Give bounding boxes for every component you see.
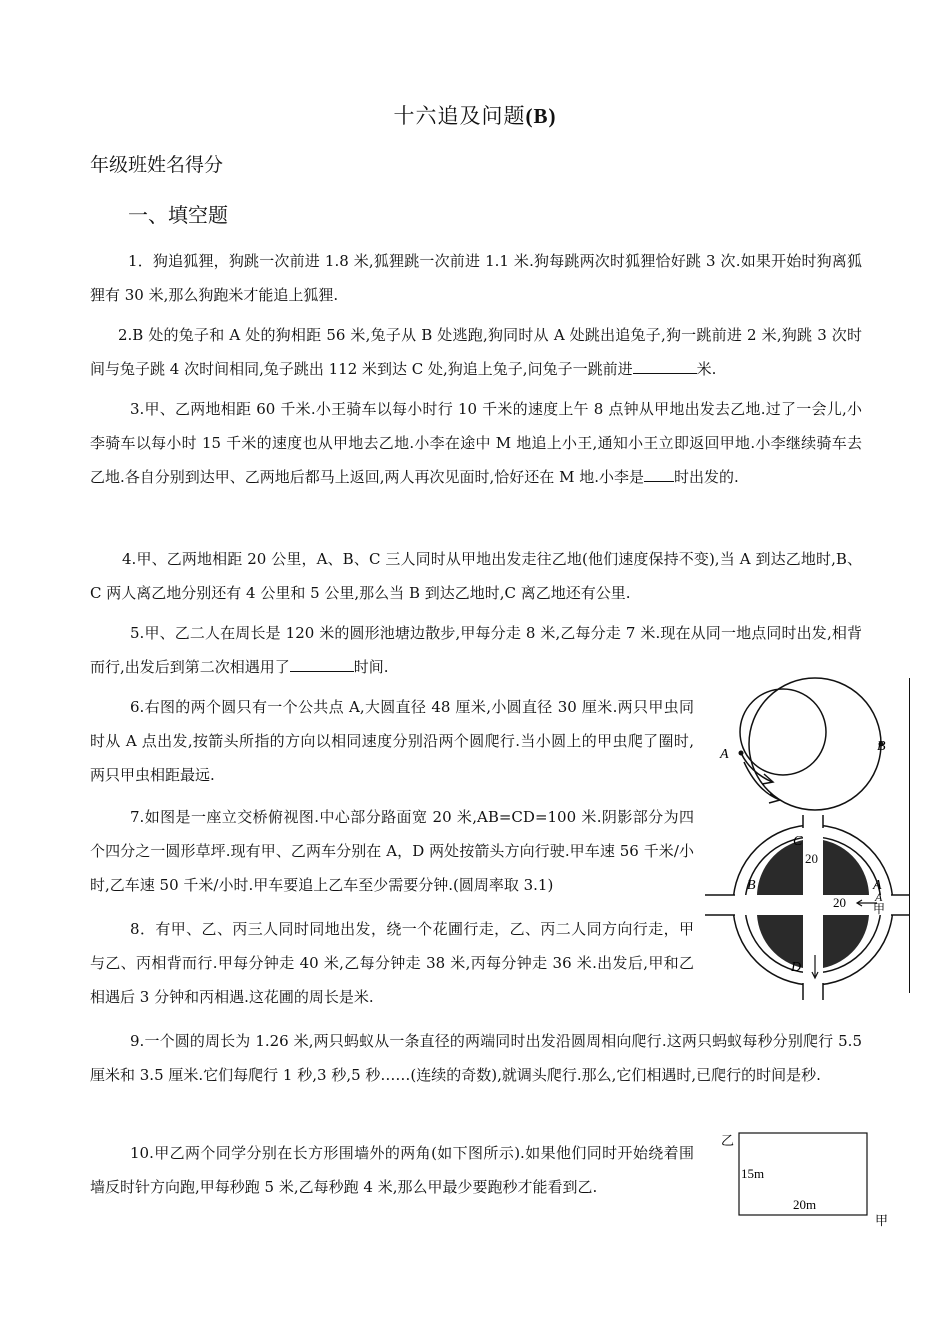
problem-8: 8．有甲、乙、丙三人同时同地出发，绕一个花圃行走，乙、丙二人同方向行走，甲与乙、丙相背而行.甲每分钟走 40 米,乙每分钟走 38 米,丙每分钟走 36 米.出发后,甲和乙相遇后 3 分钟和丙相遇.这花圃的周长是米.: [90, 920, 694, 1006]
label-a: A: [720, 747, 729, 762]
road-top: [803, 815, 823, 843]
label-width-right: 20: [833, 895, 846, 910]
label-width-top: 20: [805, 851, 818, 866]
road-left: [705, 895, 747, 915]
problem-9: 9.一个圆的周长为 1.26 米,两只蚂蚁从一条直径的两端同时出发沿圆周相向爬行.这两只蚂蚁每秒分别爬行 5.5 厘米和 3.5 厘米.它们每爬行 1 秒,3 秒,5 秒……(连续的奇数),就调头爬行.那么,它们相遇时,已爬行的时间是秒.: [90, 1032, 862, 1084]
answer-blank[interactable]: [644, 467, 674, 482]
problem-5: 5.甲、乙二人在周长是 120 米的圆形池塘边散步,甲每分走 8 米,乙每分走 7 米.现在从同一地点同时出发,相背而行,出发后到第二次相遇用了 时间.: [90, 624, 862, 676]
page-title: 十六追及问题(B): [393, 104, 557, 128]
label-d: D: [791, 960, 802, 975]
problem-10: 10.甲乙两个同学分别在长方形围墙外的两角(如下图所示).如果他们同时开始绕着围墙反时针方向跑,甲每秒跑 5 米,乙每秒跑 4 米,那么甲最少要跑秒才能看到乙.: [90, 1144, 694, 1196]
label-a-small: A: [875, 890, 883, 904]
label-b: B: [877, 739, 886, 754]
arrow-path-2: [744, 762, 780, 800]
problem-2: 2.B 处的兔子和 A 处的狗相距 56 米,兔子从 B 处逃跑,狗同时从 A 处跳出追兔子,狗一跳前进 2 米,狗跳 3 次时间与兔子跳 4 次时间相同,兔子跳出 112 米到达 C 处,狗追上兔子,问兔子一跳前进 米.: [90, 326, 862, 378]
label-b: B: [747, 878, 756, 893]
problem-3: 3.甲、乙两地相距 60 千米.小王骑车以每小时行 10 千米的速度上午 8 点钟从甲地出发去乙地.过了一会儿,小李骑车以每小时 15 千米的速度也从甲地去乙地.小李在途中 M 地追上小王,通知小王立即返回甲地.小李继续骑车去乙地.各自分别到达甲、乙两地后都马上返回,两人再次见面时,恰好还在 M 地.小李是 时出发的.: [90, 400, 862, 486]
label-jia: 甲: [875, 1214, 889, 1229]
label-height: 15m: [741, 1166, 765, 1181]
problem-7: 7.如图是一座立交桥俯视图.中心部分路面宽 20 米,AB=CD=100 米.阴影部分为四个四分之一圆形草坪.现有甲、乙两车分别在 A，D 两处按箭头方向行驶.甲车速 56 千米/小时,乙车速 50 千米/小时.甲车要追上乙车至少需要分钟.(圆周率取 3.1): [90, 808, 694, 894]
label-yi: 乙: [721, 1134, 735, 1149]
answer-blank[interactable]: [290, 657, 354, 672]
label-a: A: [873, 878, 882, 893]
small-circle: [740, 689, 826, 775]
problem-4: 4.甲、乙两地相距 20 公里，A、B、C 三人同时从甲地出发走往乙地(他们速度保持不变),当 A 到达乙地时,B、C 两人离乙地分别还有 4 公里和 5 公里,那么当 B 到达乙地时,C 离乙地还有公里.: [90, 550, 862, 602]
label-yi: 乙: [811, 940, 824, 954]
overpass-figure: [705, 815, 909, 1000]
problem-6: 6.右图的两个圆只有一个公共点 A,大圆直径 48 厘米,小圆直径 30 厘米.两只甲虫同时从 A 点出发,按箭头所指的方向以相同速度分别沿两个圆爬行.当小圆上的甲虫爬了圈时,两只甲虫相距最远.: [90, 698, 694, 784]
large-circle: [749, 678, 881, 810]
label-width: 20m: [793, 1197, 817, 1212]
label-jia: 甲: [873, 902, 886, 916]
problem-1: 1．狗追狐狸，狗跳一次前进 1.8 米,狐狸跳一次前进 1.1 米.狗每跳两次时狐狸恰好跳 3 次.如果开始时狗离狐狸有 30 米,那么狗跑米才能追上狐狸.: [90, 252, 862, 304]
label-c: C: [793, 834, 803, 849]
section-heading: 一、填空题: [128, 203, 228, 227]
grade-line: 年级班姓名得分: [90, 154, 224, 176]
road-bottom: [803, 967, 823, 1000]
rectangle-wall-figure: [715, 1125, 895, 1235]
two-circles-figure: [710, 672, 910, 822]
answer-blank[interactable]: [633, 359, 697, 374]
